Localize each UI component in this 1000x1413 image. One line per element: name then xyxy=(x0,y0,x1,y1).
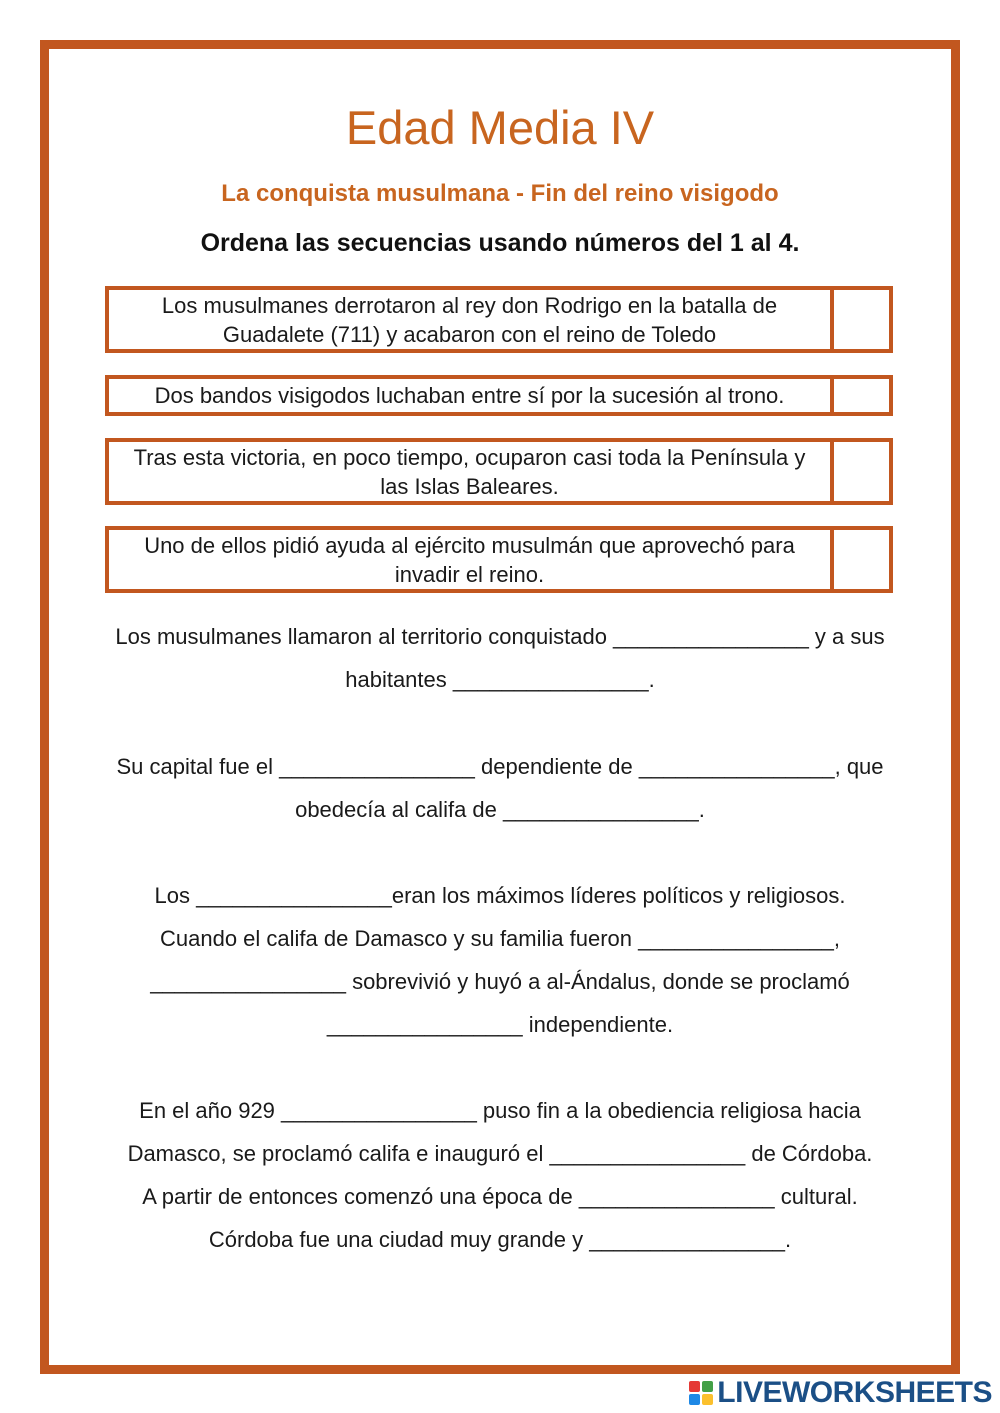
text-segment: Córdoba fue una ciudad muy grande y xyxy=(208,1227,590,1252)
page-subtitle: La conquista musulmana - Fin del reino visigodo xyxy=(221,180,779,207)
sequence-row xyxy=(105,286,893,353)
text-segment: En el año 929 xyxy=(139,1098,282,1123)
text-segment: puso fin a la obediencia religiosa hacia xyxy=(476,1098,861,1123)
fill-blank[interactable]: ________________ xyxy=(279,754,475,779)
text-segment: , xyxy=(833,926,841,951)
text-segment: cultural. xyxy=(774,1184,858,1209)
fill-blank[interactable]: ________________ xyxy=(150,969,346,994)
liveworksheets-logo-icon xyxy=(689,1381,713,1405)
paragraph-cordoba xyxy=(70,1089,930,1261)
fill-blank[interactable]: ________________ xyxy=(281,1098,477,1123)
text-segment: Los musulmanes llamaron al territorio conquistado xyxy=(115,624,614,649)
text-segment: . xyxy=(648,667,655,692)
text-segment: independiente. xyxy=(522,1012,674,1037)
instruction-text: Ordena las secuencias usando números del 1 al 4. xyxy=(200,229,800,257)
paragraph-califas xyxy=(70,874,930,1046)
text-segment: eran los máximos líderes políticos y religiosos. xyxy=(391,883,846,908)
text-segment: y a sus xyxy=(808,624,885,649)
text-segment: habitantes xyxy=(345,667,453,692)
text-segment: de Córdoba. xyxy=(745,1141,873,1166)
liveworksheets-brand[interactable] xyxy=(689,1378,992,1408)
sequence-row xyxy=(105,438,893,505)
sequence-text: Tras esta victoria, en poco tiempo, ocuparon casi toda la Península y las Islas Baleares. xyxy=(109,442,834,501)
fill-blank[interactable]: ________________ xyxy=(613,624,809,649)
fill-blank[interactable]: ________________ xyxy=(549,1141,746,1166)
logo-square-green xyxy=(702,1381,713,1392)
fill-blank[interactable]: ________________ xyxy=(589,1227,785,1252)
logo-square-blue xyxy=(689,1394,700,1405)
text-segment: dependiente de xyxy=(474,754,639,779)
logo-square-yellow xyxy=(702,1394,713,1405)
fill-blank[interactable]: ________________ xyxy=(196,883,392,908)
sequence-row xyxy=(105,375,893,416)
text-segment: Cuando el califa de Damasco y su familia fueron xyxy=(159,926,639,951)
sequence-row xyxy=(105,526,893,593)
sequence-number-input[interactable] xyxy=(834,442,889,501)
text-segment: sobrevivió y huyó a al-Ándalus, donde se proclamó xyxy=(345,969,850,994)
text-segment: Damasco, se proclamó califa e inauguró el xyxy=(127,1141,550,1166)
fill-blank[interactable]: ________________ xyxy=(452,667,649,692)
fill-blank[interactable]: ________________ xyxy=(578,1184,775,1209)
brand-text: LIVEWORKSHEETS xyxy=(717,1376,992,1409)
sequence-number-input[interactable] xyxy=(834,379,889,412)
sequence-number-input[interactable] xyxy=(834,290,889,349)
paragraph-territory xyxy=(70,615,930,701)
sequence-text: Uno de ellos pidió ayuda al ejército musulmán que aprovechó para invadir el reino. xyxy=(109,530,834,589)
paragraph-capital xyxy=(70,745,930,831)
page-title: Edad Media IV xyxy=(345,101,655,154)
text-segment: , que xyxy=(834,754,884,779)
logo-square-red xyxy=(689,1381,700,1392)
text-segment: . xyxy=(698,797,705,822)
text-segment: A partir de entonces comenzó una época de xyxy=(142,1184,579,1209)
text-segment: Los xyxy=(154,883,197,908)
fill-blank[interactable]: ________________ xyxy=(326,1012,523,1037)
sequence-number-input[interactable] xyxy=(834,530,889,589)
text-segment: . xyxy=(785,1227,792,1252)
text-segment: obedecía al califa de xyxy=(295,797,504,822)
fill-blank[interactable]: ________________ xyxy=(638,754,835,779)
sequence-text: Los musulmanes derrotaron al rey don Rodrigo en la batalla de Guadalete (711) y acabaron con el reino de Toledo xyxy=(109,290,834,349)
fill-blank[interactable]: ________________ xyxy=(503,797,699,822)
fill-blank[interactable]: ________________ xyxy=(638,926,834,951)
text-segment: Su capital fue el xyxy=(116,754,280,779)
sequence-text: Dos bandos visigodos luchaban entre sí por la sucesión al trono. xyxy=(109,379,834,412)
